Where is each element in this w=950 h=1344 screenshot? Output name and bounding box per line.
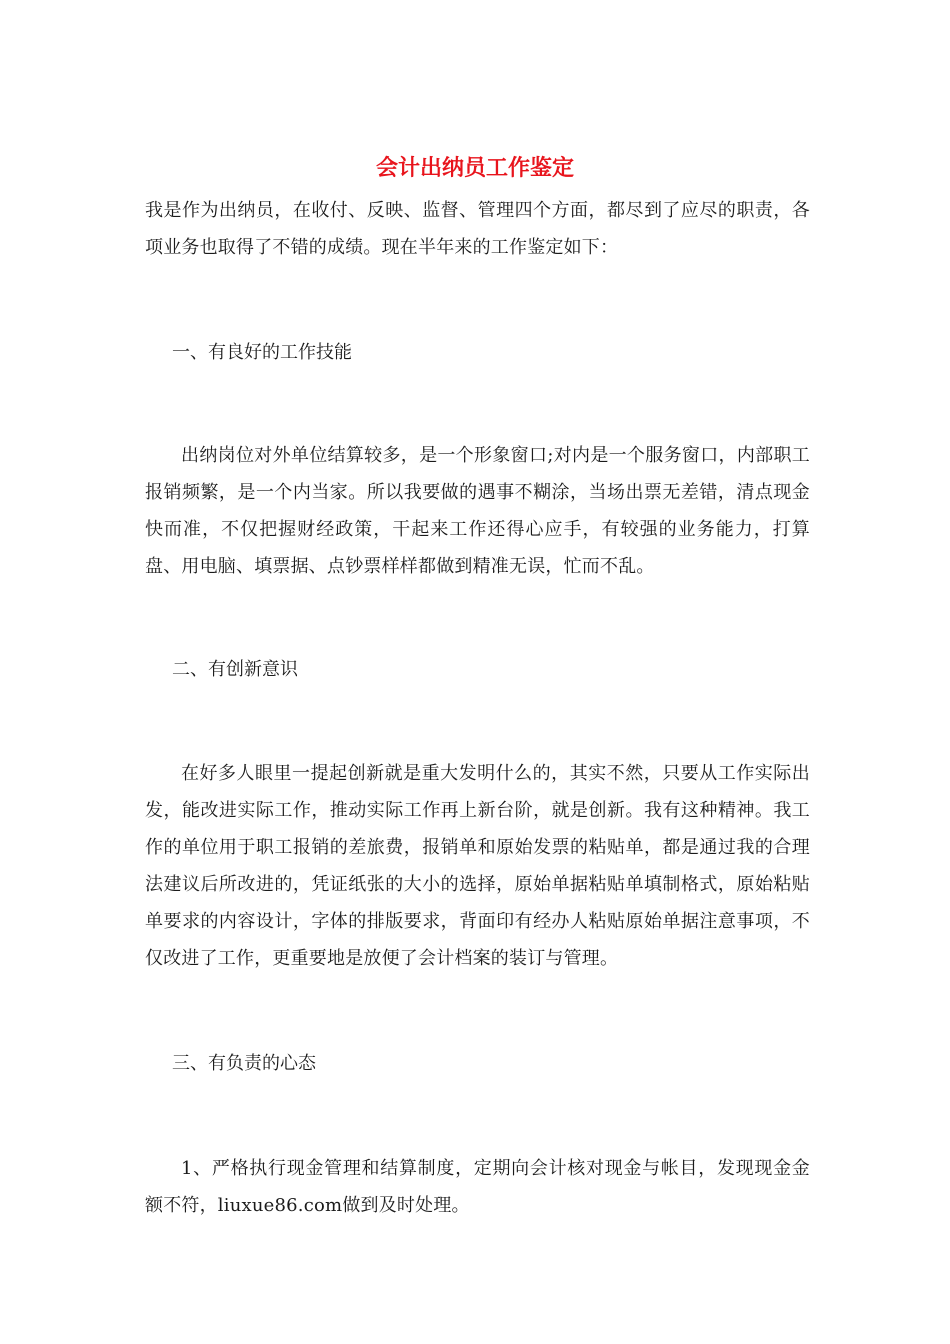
section1-text: 出纳岗位对外单位结算较多，是一个形象窗口;对内是一个服务窗口，内部职工报销频繁，是一个内当家。所以我要做的遇事不糊涂，当场出票无差错，清点现金快而准，不仅把握财经政策，干起来工作还得心应手，有较强的业务能力，打算盘、用电脑、填票据、点钞票样样都做到精准无误，忙而不乱。 xyxy=(145,445,810,577)
section1-paragraph xyxy=(145,437,810,585)
document-title: 会计出纳员工作鉴定 xyxy=(375,155,574,181)
section1-heading: 一、有良好的工作技能 xyxy=(172,342,352,363)
section3-paragraph xyxy=(145,1150,810,1224)
intro-text: 我是作为出纳员，在收付、反映、监督、管理四个方面，都尽到了应尽的职责，各项业务也取得了不错的成绩。现在半年来的工作鉴定如下： xyxy=(145,200,810,258)
section2-paragraph xyxy=(145,755,810,977)
section2-text: 在好多人眼里一提起创新就是重大发明什么的，其实不然，只要从工作实际出发，能改进实际工作，推动实际工作再上新台阶，就是创新。我有这种精神。我工作的单位用于职工报销的差旅费，报销单和原始发票的粘贴单，都是通过我的合理法建议后所改进的，凭证纸张的大小的选择，原始单据粘贴单填制格式，原始粘贴单要求的内容设计，字体的排版要求，背面印有经办人粘贴原始单据注意事项，不仅改进了工作，更重要地是放便了会计档案的装订与管理。 xyxy=(145,763,810,969)
section3-heading: 三、有负责的心态 xyxy=(172,1053,316,1074)
section3-item1-text: 1、严格执行现金管理和结算制度，定期向会计核对现金与帐目，发现现金金额不符，liuxue86.com做到及时处理。 xyxy=(145,1158,810,1216)
section2-heading: 二、有创新意识 xyxy=(172,659,298,680)
intro-paragraph xyxy=(145,192,810,266)
